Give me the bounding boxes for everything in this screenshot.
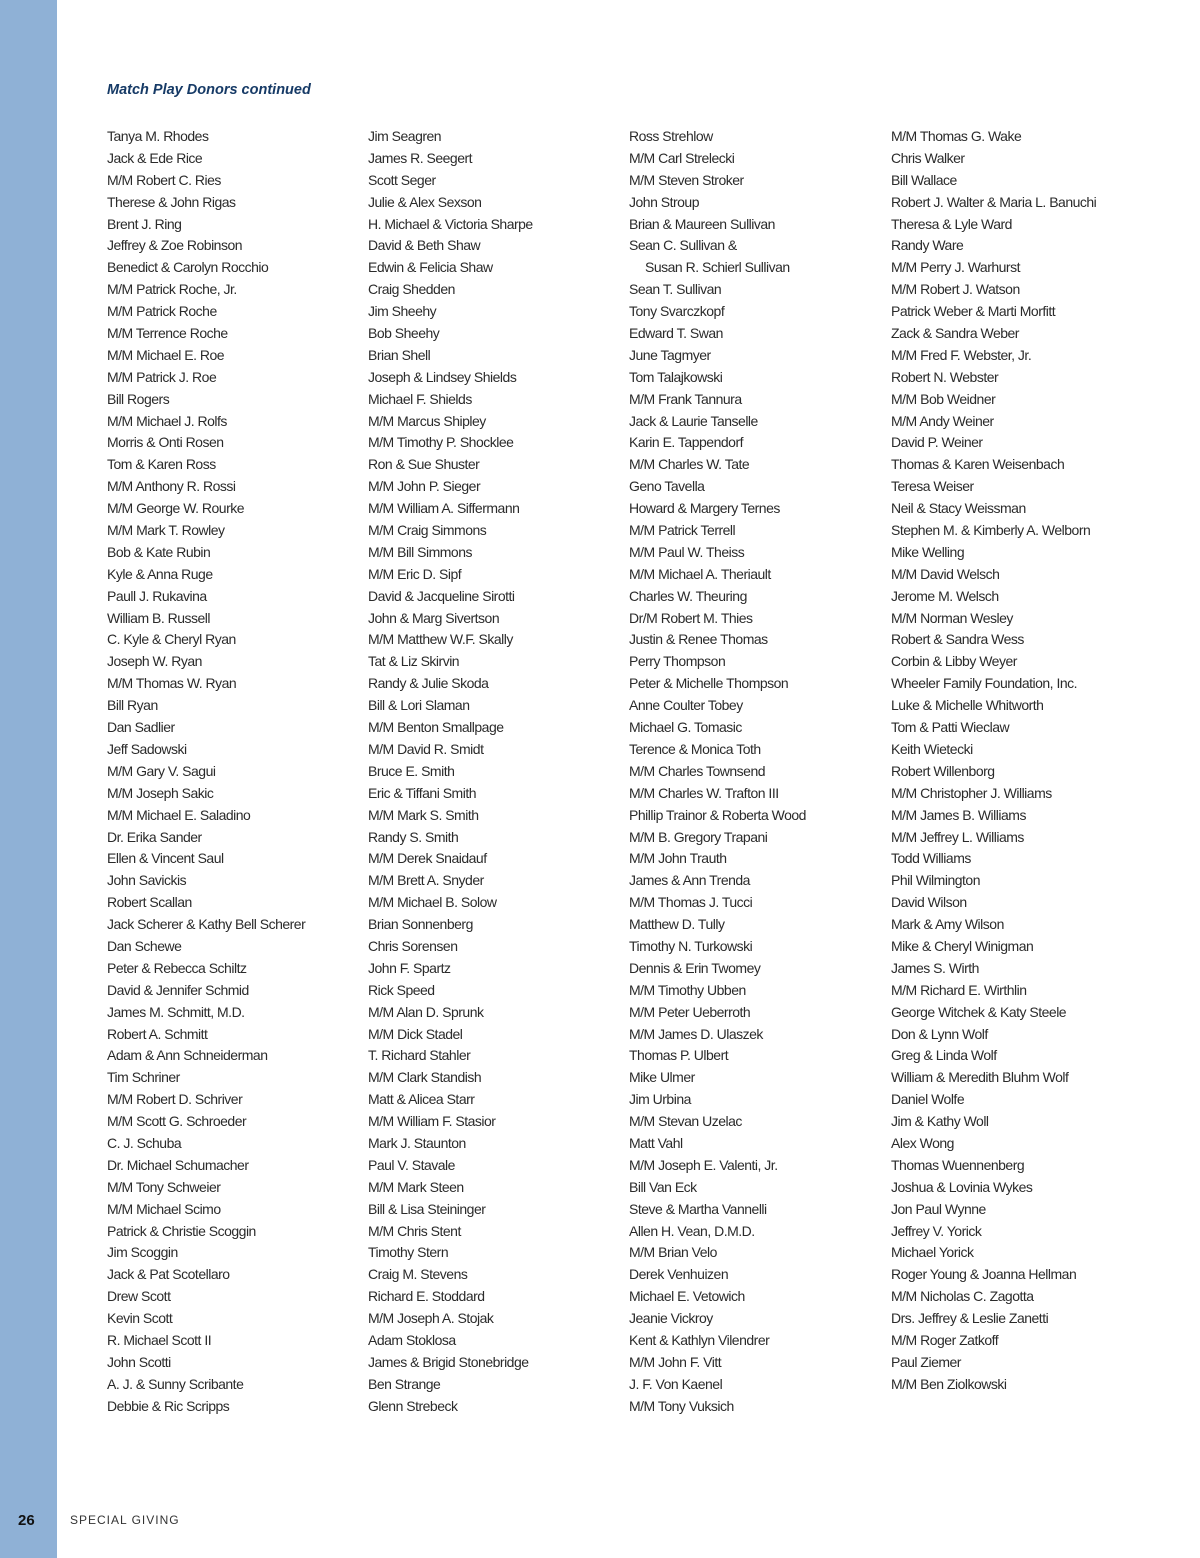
donor-name: M/M Brett A. Snyder xyxy=(368,872,484,889)
donor-name: David & Jacqueline Sirotti xyxy=(368,587,515,604)
donor-name: Jim Scoggin xyxy=(107,1244,178,1261)
donor-name: J. F. Von Kaenel xyxy=(629,1375,723,1392)
donor-name: M/M Steven Stroker xyxy=(629,171,744,188)
donor-name: Paul Ziemer xyxy=(891,1353,961,1370)
donor-name: Thomas & Karen Weisenbach xyxy=(891,456,1065,473)
donor-name: James R. Seegert xyxy=(368,149,473,166)
donor-name: Perry Thompson xyxy=(629,653,726,670)
donor-name: M/M Michael B. Solow xyxy=(368,894,497,911)
donor-name: Drew Scott xyxy=(107,1288,171,1305)
donor-name: Neil & Stacy Weissman xyxy=(891,500,1026,517)
donor-name: Jeanie Vickroy xyxy=(629,1310,713,1327)
donor-name: Jim Sheehy xyxy=(368,303,437,320)
donor-name: Dr. Michael Schumacher xyxy=(107,1156,249,1173)
donor-name: Joseph W. Ryan xyxy=(107,653,202,670)
donor-name: M/M Matthew W.F. Skally xyxy=(368,631,513,648)
donor-name: Corbin & Libby Weyer xyxy=(891,653,1017,670)
donor-name: M/M Dick Stadel xyxy=(368,1025,463,1042)
donor-name: M/M James D. Ulaszek xyxy=(629,1025,763,1042)
side-color-band xyxy=(0,0,57,1558)
donor-name: Edwin & Felicia Shaw xyxy=(368,259,493,276)
donor-name: Derek Venhuizen xyxy=(629,1266,729,1283)
donor-name: M/M Peter Ueberroth xyxy=(629,1003,751,1020)
donor-name: Terence & Monica Toth xyxy=(629,740,761,757)
donor-name: Richard E. Stoddard xyxy=(368,1288,485,1305)
donor-name: Robert Scallan xyxy=(107,894,192,911)
donor-name: M/M Scott G. Schroeder xyxy=(107,1113,247,1130)
donor-name: Don & Lynn Wolf xyxy=(891,1025,988,1042)
donor-name: Jack & Pat Scotellaro xyxy=(107,1266,230,1283)
donor-name: M/M John Trauth xyxy=(629,850,727,867)
donor-name: John & Marg Sivertson xyxy=(368,609,500,626)
donor-name: Tanya M. Rhodes xyxy=(107,128,209,144)
donor-name: Alex Wong xyxy=(891,1134,954,1151)
donor-name: Michael G. Tomasic xyxy=(629,719,742,736)
donor-name: M/M Charles W. Tate xyxy=(629,456,750,473)
donor-name: C. J. Schuba xyxy=(107,1134,182,1151)
donor-name: Brian Sonnenberg xyxy=(368,916,473,933)
donor-name: Jon Paul Wynne xyxy=(891,1200,986,1217)
donor-name: Paull J. Rukavina xyxy=(107,587,207,604)
donor-name: Mark & Amy Wilson xyxy=(891,916,1004,933)
donor-name: David P. Weiner xyxy=(891,434,983,451)
donor-name: M/M William A. Siffermann xyxy=(368,500,520,517)
donor-name: Joshua & Lovinia Wykes xyxy=(891,1178,1033,1195)
donor-name: Keith Wietecki xyxy=(891,740,973,757)
donor-name: Bill & Lisa Steininger xyxy=(368,1200,486,1217)
donor-name: Benedict & Carolyn Rocchio xyxy=(107,259,269,276)
page-number: 26 xyxy=(18,1512,35,1529)
donor-column-2 xyxy=(368,126,533,1418)
donor-name: Jack Scherer & Kathy Bell Scherer xyxy=(107,916,306,933)
donor-name: M/M Christopher J. Williams xyxy=(891,784,1052,801)
donor-name: M/M John F. Vitt xyxy=(629,1353,722,1370)
donor-name: M/M Tony Schweier xyxy=(107,1178,221,1195)
donor-name: M/M Nicholas C. Zagotta xyxy=(891,1288,1034,1305)
donor-name: Rick Speed xyxy=(368,981,435,998)
donor-name: M/M Gary V. Sagui xyxy=(107,762,216,779)
donor-name: Dan Sadlier xyxy=(107,719,175,736)
donor-name: M/M Terrence Roche xyxy=(107,325,228,342)
donor-name: Geno Tavella xyxy=(629,478,705,495)
donor-name: Kevin Scott xyxy=(107,1310,173,1327)
donor-name: George Witchek & Katy Steele xyxy=(891,1003,1067,1020)
donor-name: Tim Schriner xyxy=(107,1069,180,1086)
donor-name: M/M Marcus Shipley xyxy=(368,412,486,429)
donor-name: C. Kyle & Cheryl Ryan xyxy=(107,631,236,648)
donor-name: Tony Svarczkopf xyxy=(629,303,725,320)
donor-name: M/M Michael A. Theriault xyxy=(629,565,771,582)
donor-name: M/M Carl Strelecki xyxy=(629,149,735,166)
donor-name: John Savickis xyxy=(107,872,187,889)
donor-name: Mark J. Staunton xyxy=(368,1134,466,1151)
donor-name: M/M David Welsch xyxy=(891,565,1000,582)
donor-name: Dan Schewe xyxy=(107,937,182,954)
section-title: Match Play Donors continued xyxy=(107,82,311,98)
donor-name: M/M Derek Snaidauf xyxy=(368,850,487,867)
donor-name: Robert Willenborg xyxy=(891,762,995,779)
donor-name: June Tagmyer xyxy=(629,346,711,363)
donor-name: Timothy N. Turkowski xyxy=(629,937,753,954)
donor-name: M/M Michael E. Roe xyxy=(107,346,225,363)
donor-name: Mike Ulmer xyxy=(629,1069,695,1086)
donor-name: Zack & Sandra Weber xyxy=(891,325,1019,342)
donor-name: M/M Mark S. Smith xyxy=(368,806,479,823)
donor-name: M/M Roger Zatkoff xyxy=(891,1331,999,1348)
donor-name: Chris Walker xyxy=(891,149,965,166)
donor-name: Chris Sorensen xyxy=(368,937,458,954)
donor-name: Patrick Weber & Marti Morfitt xyxy=(891,303,1056,320)
donor-name: M/M Mark T. Rowley xyxy=(107,522,225,539)
donor-name: M/M Michael Scimo xyxy=(107,1200,221,1217)
donor-name: David Wilson xyxy=(891,894,967,911)
donor-name: M/M Anthony R. Rossi xyxy=(107,478,236,495)
donor-name: Charles W. Theuring xyxy=(629,587,747,604)
donor-name: Therese & John Rigas xyxy=(107,193,236,210)
donor-name: Craig Shedden xyxy=(368,281,455,298)
donor-name: M/M Brian Velo xyxy=(629,1244,717,1261)
donor-name: Michael F. Shields xyxy=(368,390,472,407)
donor-name: M/M Benton Smallpage xyxy=(368,719,504,736)
donor-name: Adam & Ann Schneiderman xyxy=(107,1047,268,1064)
donor-name: M/M Charles Townsend xyxy=(629,762,766,779)
donor-name: T. Richard Stahler xyxy=(368,1047,471,1064)
donor-name: Morris & Onti Rosen xyxy=(107,434,224,451)
donor-name: Brent J. Ring xyxy=(107,215,182,232)
donor-name: Susan R. Schierl Sullivan xyxy=(645,259,790,276)
donor-name: Phil Wilmington xyxy=(891,872,980,889)
donor-name: William B. Russell xyxy=(107,609,211,626)
donor-name: M/M Timothy Ubben xyxy=(629,981,746,998)
donor-name: R. Michael Scott II xyxy=(107,1331,212,1348)
donor-name: Sean T. Sullivan xyxy=(629,281,722,298)
donor-name: M/M Chris Stent xyxy=(368,1222,461,1239)
donor-column-3 xyxy=(629,126,806,1418)
donor-name: M/M Paul W. Theiss xyxy=(629,543,745,560)
donor-name: M/M Patrick Roche, Jr. xyxy=(107,281,237,298)
donor-name: Luke & Michelle Whitworth xyxy=(891,697,1044,714)
donor-name: A. J. & Sunny Scribante xyxy=(107,1375,244,1392)
donor-name: Robert N. Webster xyxy=(891,368,999,385)
donor-name: M/M George W. Rourke xyxy=(107,500,245,517)
donor-name: Adam Stoklosa xyxy=(368,1331,456,1348)
donor-name: Brian Shell xyxy=(368,346,431,363)
donor-name: Jeffrey V. Yorick xyxy=(891,1222,982,1239)
donor-name: Jack & Laurie Tanselle xyxy=(629,412,758,429)
donor-name: Sean C. Sullivan & xyxy=(629,237,737,254)
donor-name: James S. Wirth xyxy=(891,959,979,976)
donor-name: John Stroup xyxy=(629,193,699,210)
donor-name: M/M Patrick Roche xyxy=(107,303,217,320)
donor-name: M/M Frank Tannura xyxy=(629,390,742,407)
donor-name: M/M Eric D. Sipf xyxy=(368,565,462,582)
donor-name: M/M Patrick J. Roe xyxy=(107,368,217,385)
donor-name: Eric & Tiffani Smith xyxy=(368,784,477,801)
donor-name: Jim & Kathy Woll xyxy=(891,1113,989,1130)
donor-name: Ross Strehlow xyxy=(629,128,713,144)
donor-name: Timothy Stern xyxy=(368,1244,449,1261)
donor-name: Debbie & Ric Scripps xyxy=(107,1397,230,1414)
donor-name: Matt Vahl xyxy=(629,1134,683,1151)
donor-name: Craig M. Stevens xyxy=(368,1266,468,1283)
donor-name: M/M Robert D. Schriver xyxy=(107,1091,243,1108)
donor-name: Allen H. Vean, D.M.D. xyxy=(629,1222,755,1239)
donor-name: Greg & Linda Wolf xyxy=(891,1047,997,1064)
donor-name: Karin E. Tappendorf xyxy=(629,434,743,451)
donor-name: Steve & Martha Vannelli xyxy=(629,1200,767,1217)
donor-name: M/M Ben Ziolkowski xyxy=(891,1375,1007,1392)
donor-name: Jeff Sadowski xyxy=(107,740,187,757)
donor-name: Dennis & Erin Twomey xyxy=(629,959,761,976)
donor-name: M/M Robert J. Watson xyxy=(891,281,1020,298)
donor-name: Mike Welling xyxy=(891,543,965,560)
donor-name: John Scotti xyxy=(107,1353,171,1370)
donor-name: Teresa Weiser xyxy=(891,478,974,495)
donor-name: Ron & Sue Shuster xyxy=(368,456,480,473)
donor-name: Tom & Patti Wieclaw xyxy=(891,719,1010,736)
donor-name: Michael E. Vetowich xyxy=(629,1288,745,1305)
donor-name: M/M B. Gregory Trapani xyxy=(629,828,768,845)
donor-name: Phillip Trainor & Roberta Wood xyxy=(629,806,806,823)
donor-name: M/M Robert C. Ries xyxy=(107,171,221,188)
donor-name: James & Ann Trenda xyxy=(629,872,750,889)
donor-name: Roger Young & Joanna Hellman xyxy=(891,1266,1077,1283)
donor-name: Theresa & Lyle Ward xyxy=(891,215,1012,232)
donor-name: M/M Thomas J. Tucci xyxy=(629,894,753,911)
donor-name: Mike & Cheryl Winigman xyxy=(891,937,1034,954)
donor-name: Patrick & Christie Scoggin xyxy=(107,1222,256,1239)
donor-name: Jim Urbina xyxy=(629,1091,691,1108)
donor-name: Bruce E. Smith xyxy=(368,762,455,779)
donor-name: M/M Charles W. Trafton III xyxy=(629,784,779,801)
donor-name: Justin & Renee Thomas xyxy=(629,631,768,648)
donor-name: Thomas Wuennenberg xyxy=(891,1156,1025,1173)
donor-name: Dr/M Robert M. Thies xyxy=(629,609,753,626)
donor-name: M/M Jeffrey L. Williams xyxy=(891,828,1024,845)
donor-name: William & Meredith Bluhm Wolf xyxy=(891,1069,1069,1086)
donor-name: David & Jennifer Schmid xyxy=(107,981,249,998)
donor-name: Peter & Rebecca Schiltz xyxy=(107,959,247,976)
donor-name: M/M Mark Steen xyxy=(368,1178,464,1195)
donor-name: Drs. Jeffrey & Leslie Zanetti xyxy=(891,1310,1049,1327)
donor-name: Tom & Karen Ross xyxy=(107,456,216,473)
donor-name: Peter & Michelle Thompson xyxy=(629,675,789,692)
donor-name: Ellen & Vincent Saul xyxy=(107,850,224,867)
donor-name: M/M Thomas G. Wake xyxy=(891,128,1022,144)
donor-name: Julie & Alex Sexson xyxy=(368,193,482,210)
donor-name: Jack & Ede Rice xyxy=(107,149,203,166)
donor-name: M/M Tony Vuksich xyxy=(629,1397,734,1414)
donor-name: M/M Clark Standish xyxy=(368,1069,482,1086)
donor-name: Bill Ryan xyxy=(107,697,158,714)
donor-name: M/M James B. Williams xyxy=(891,806,1026,823)
donor-name: Robert A. Schmitt xyxy=(107,1025,208,1042)
donor-name: Randy & Julie Skoda xyxy=(368,675,489,692)
donor-name: Matthew D. Tully xyxy=(629,916,725,933)
donor-name: M/M Patrick Terrell xyxy=(629,522,736,539)
donor-name: M/M Andy Weiner xyxy=(891,412,994,429)
donor-name: Kyle & Anna Ruge xyxy=(107,565,213,582)
donor-name: M/M Bob Weidner xyxy=(891,390,996,407)
donor-name: Thomas P. Ulbert xyxy=(629,1047,729,1064)
donor-name: Edward T. Swan xyxy=(629,325,723,342)
donor-name: Robert & Sandra Wess xyxy=(891,631,1024,648)
donor-name: M/M William F. Stasior xyxy=(368,1113,496,1130)
donor-name: M/M Thomas W. Ryan xyxy=(107,675,237,692)
donor-name: Ben Strange xyxy=(368,1375,441,1392)
donor-name: Kent & Kathlyn Vilendrer xyxy=(629,1331,770,1348)
donor-name: Robert J. Walter & Maria L. Banuchi xyxy=(891,193,1097,210)
donor-name: M/M Fred F. Webster, Jr. xyxy=(891,346,1032,363)
donor-name: Bob & Kate Rubin xyxy=(107,543,211,560)
section-footer: SPECIAL GIVING xyxy=(70,1513,180,1527)
donor-name: Tat & Liz Skirvin xyxy=(368,653,460,670)
donor-name: Randy S. Smith xyxy=(368,828,459,845)
donor-name: M/M Stevan Uzelac xyxy=(629,1113,742,1130)
donor-name: H. Michael & Victoria Sharpe xyxy=(368,215,533,232)
donor-name: M/M Joseph Sakic xyxy=(107,784,214,801)
donor-name: M/M Timothy P. Shocklee xyxy=(368,434,514,451)
donor-name: James M. Schmitt, M.D. xyxy=(107,1003,245,1020)
donor-name: M/M David R. Smidt xyxy=(368,740,484,757)
donor-name: M/M Norman Wesley xyxy=(891,609,1013,626)
donor-name: M/M Perry J. Warhurst xyxy=(891,259,1020,276)
donor-name: M/M Joseph E. Valenti, Jr. xyxy=(629,1156,778,1173)
donor-name: Paul V. Stavale xyxy=(368,1156,455,1173)
donor-name: James & Brigid Stonebridge xyxy=(368,1353,529,1370)
donor-column-4 xyxy=(891,126,1096,1396)
donor-name: Howard & Margery Ternes xyxy=(629,500,780,517)
donor-name: Brian & Maureen Sullivan xyxy=(629,215,775,232)
donor-name: M/M Craig Simmons xyxy=(368,522,487,539)
donor-name: John F. Spartz xyxy=(368,959,451,976)
donor-name: Bill & Lori Slaman xyxy=(368,697,470,714)
donor-name: Bill Wallace xyxy=(891,171,957,188)
donor-name: Matt & Alicea Starr xyxy=(368,1091,475,1108)
donor-name: Tom Talajkowski xyxy=(629,368,723,385)
donor-name: Anne Coulter Tobey xyxy=(629,697,743,714)
donor-name: M/M Michael J. Rolfs xyxy=(107,412,227,429)
donor-name: Daniel Wolfe xyxy=(891,1091,965,1108)
donor-name: M/M Joseph A. Stojak xyxy=(368,1310,494,1327)
donor-name: M/M Bill Simmons xyxy=(368,543,473,560)
donor-name: Michael Yorick xyxy=(891,1244,974,1261)
donor-name: Stephen M. & Kimberly A. Welborn xyxy=(891,522,1091,539)
donor-name: Jerome M. Welsch xyxy=(891,587,999,604)
donor-name: David & Beth Shaw xyxy=(368,237,481,254)
donor-name: M/M Richard E. Wirthlin xyxy=(891,981,1027,998)
donor-name: M/M Alan D. Sprunk xyxy=(368,1003,484,1020)
donor-name: Jim Seagren xyxy=(368,128,442,144)
donor-name: Bob Sheehy xyxy=(368,325,440,342)
donor-name: Glenn Strebeck xyxy=(368,1397,458,1414)
donor-name: Randy Ware xyxy=(891,237,964,254)
donor-name: M/M Michael E. Saladino xyxy=(107,806,251,823)
donor-name: Dr. Erika Sander xyxy=(107,828,202,845)
donor-name: Joseph & Lindsey Shields xyxy=(368,368,517,385)
donor-name: Jeffrey & Zoe Robinson xyxy=(107,237,243,254)
donor-name: Bill Van Eck xyxy=(629,1178,697,1195)
donor-name: M/M John P. Sieger xyxy=(368,478,481,495)
donor-name: Wheeler Family Foundation, Inc. xyxy=(891,675,1078,692)
donor-name: Bill Rogers xyxy=(107,390,170,407)
donor-name: Scott Seger xyxy=(368,171,436,188)
donor-column-1 xyxy=(107,126,305,1418)
donor-name: Todd Williams xyxy=(891,850,971,867)
